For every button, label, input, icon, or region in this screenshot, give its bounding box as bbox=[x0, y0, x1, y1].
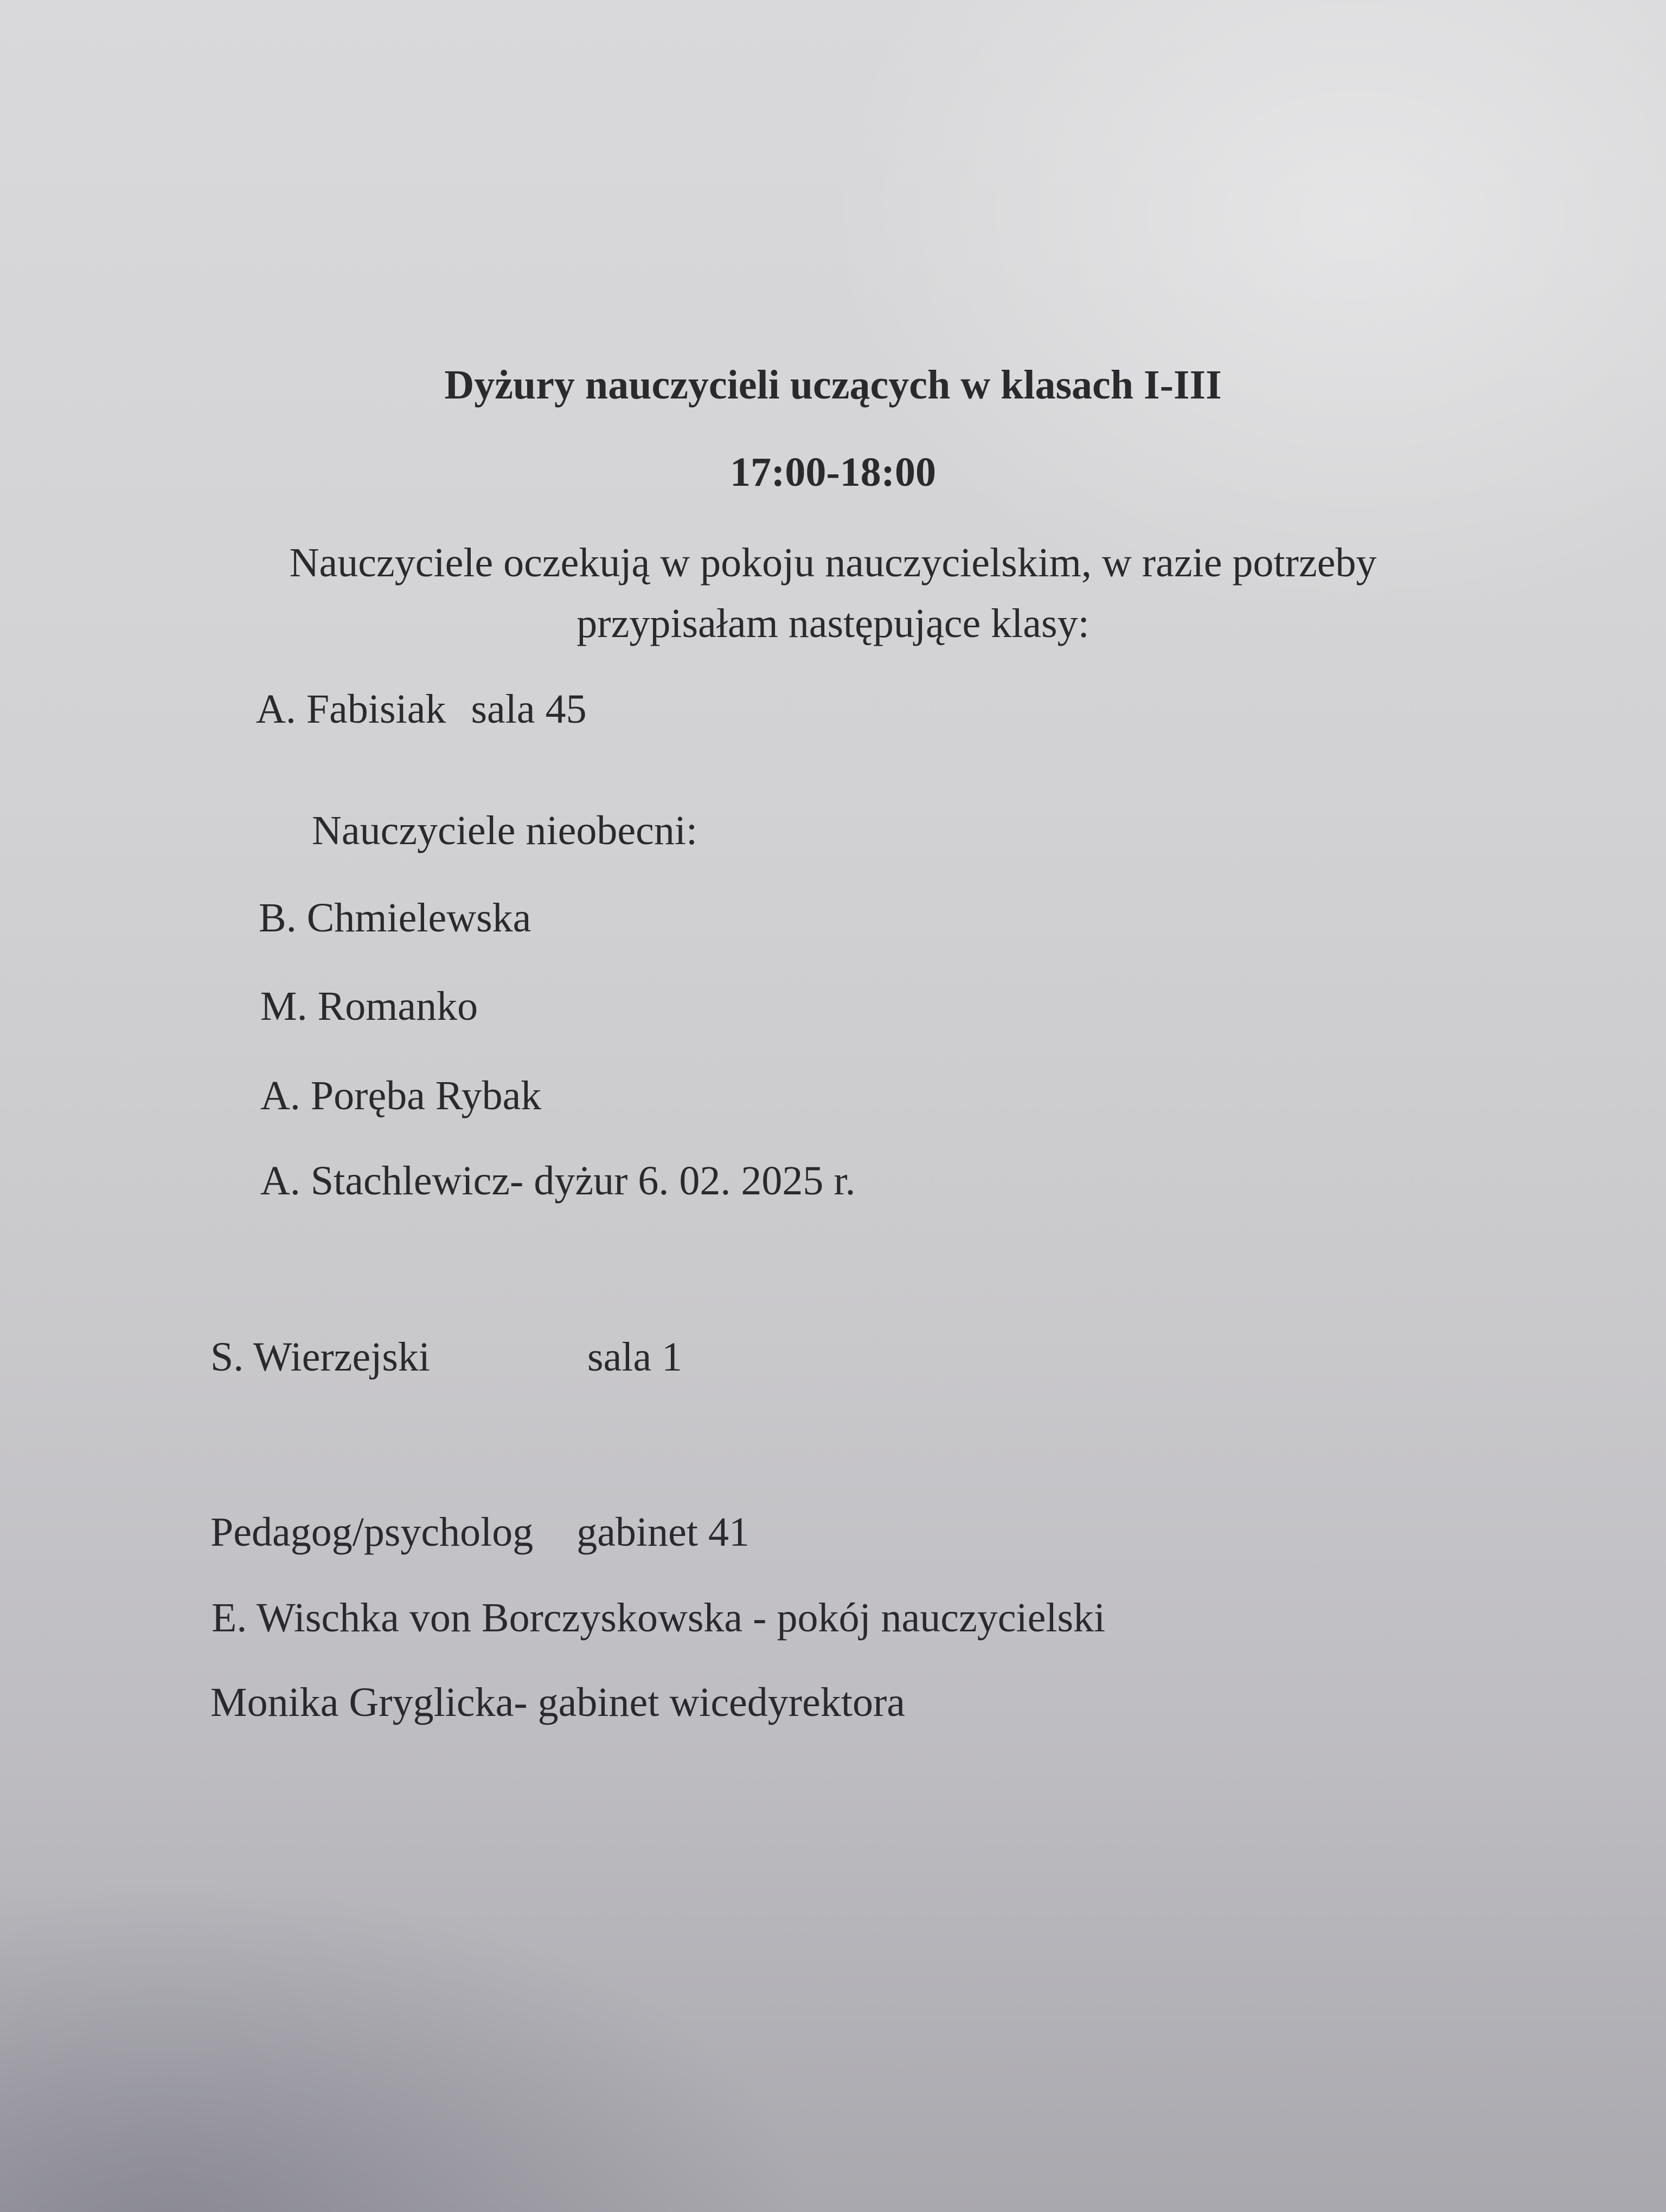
absent-teacher: A. Poręba Rybak bbox=[260, 1073, 542, 1118]
absent-teacher: M. Romanko bbox=[260, 983, 478, 1029]
wischka-line: E. Wischka von Borczyskowska - pokój nauczycielski bbox=[212, 1595, 1106, 1641]
assignment-room: sala 45 bbox=[471, 686, 587, 732]
assignment-row bbox=[256, 686, 587, 732]
absent-heading: Nauczyciele nieobecni: bbox=[312, 808, 698, 853]
intro-line-1: Nauczyciele oczekują w pokoju nauczycielskim, w razie potrzeby bbox=[289, 540, 1377, 586]
wierzejski-name: S. Wierzejski bbox=[210, 1334, 431, 1380]
absent-teacher: A. Stachlewicz- dyżur 6. 02. 2025 r. bbox=[260, 1158, 856, 1204]
pedagog-room: gabinet 41 bbox=[576, 1509, 749, 1555]
duty-time: 17:00-18:00 bbox=[730, 449, 936, 495]
gryglicka-line: Monika Gryglicka- gabinet wicedyrektora bbox=[210, 1680, 905, 1725]
absent-teacher: B. Chmielewska bbox=[259, 895, 531, 941]
assignment-name: A. Fabisiak bbox=[256, 686, 446, 732]
wierzejski-room: sala 1 bbox=[587, 1334, 683, 1380]
pedagog-row bbox=[210, 1509, 749, 1555]
wierzejski-row bbox=[210, 1336, 682, 1378]
intro-line-2: przypisałam następujące klasy: bbox=[576, 601, 1090, 646]
document-title: Dyżury nauczycieli uczących w klasach I-III bbox=[444, 362, 1222, 408]
pedagog-name: Pedagog/psycholog bbox=[210, 1509, 534, 1555]
